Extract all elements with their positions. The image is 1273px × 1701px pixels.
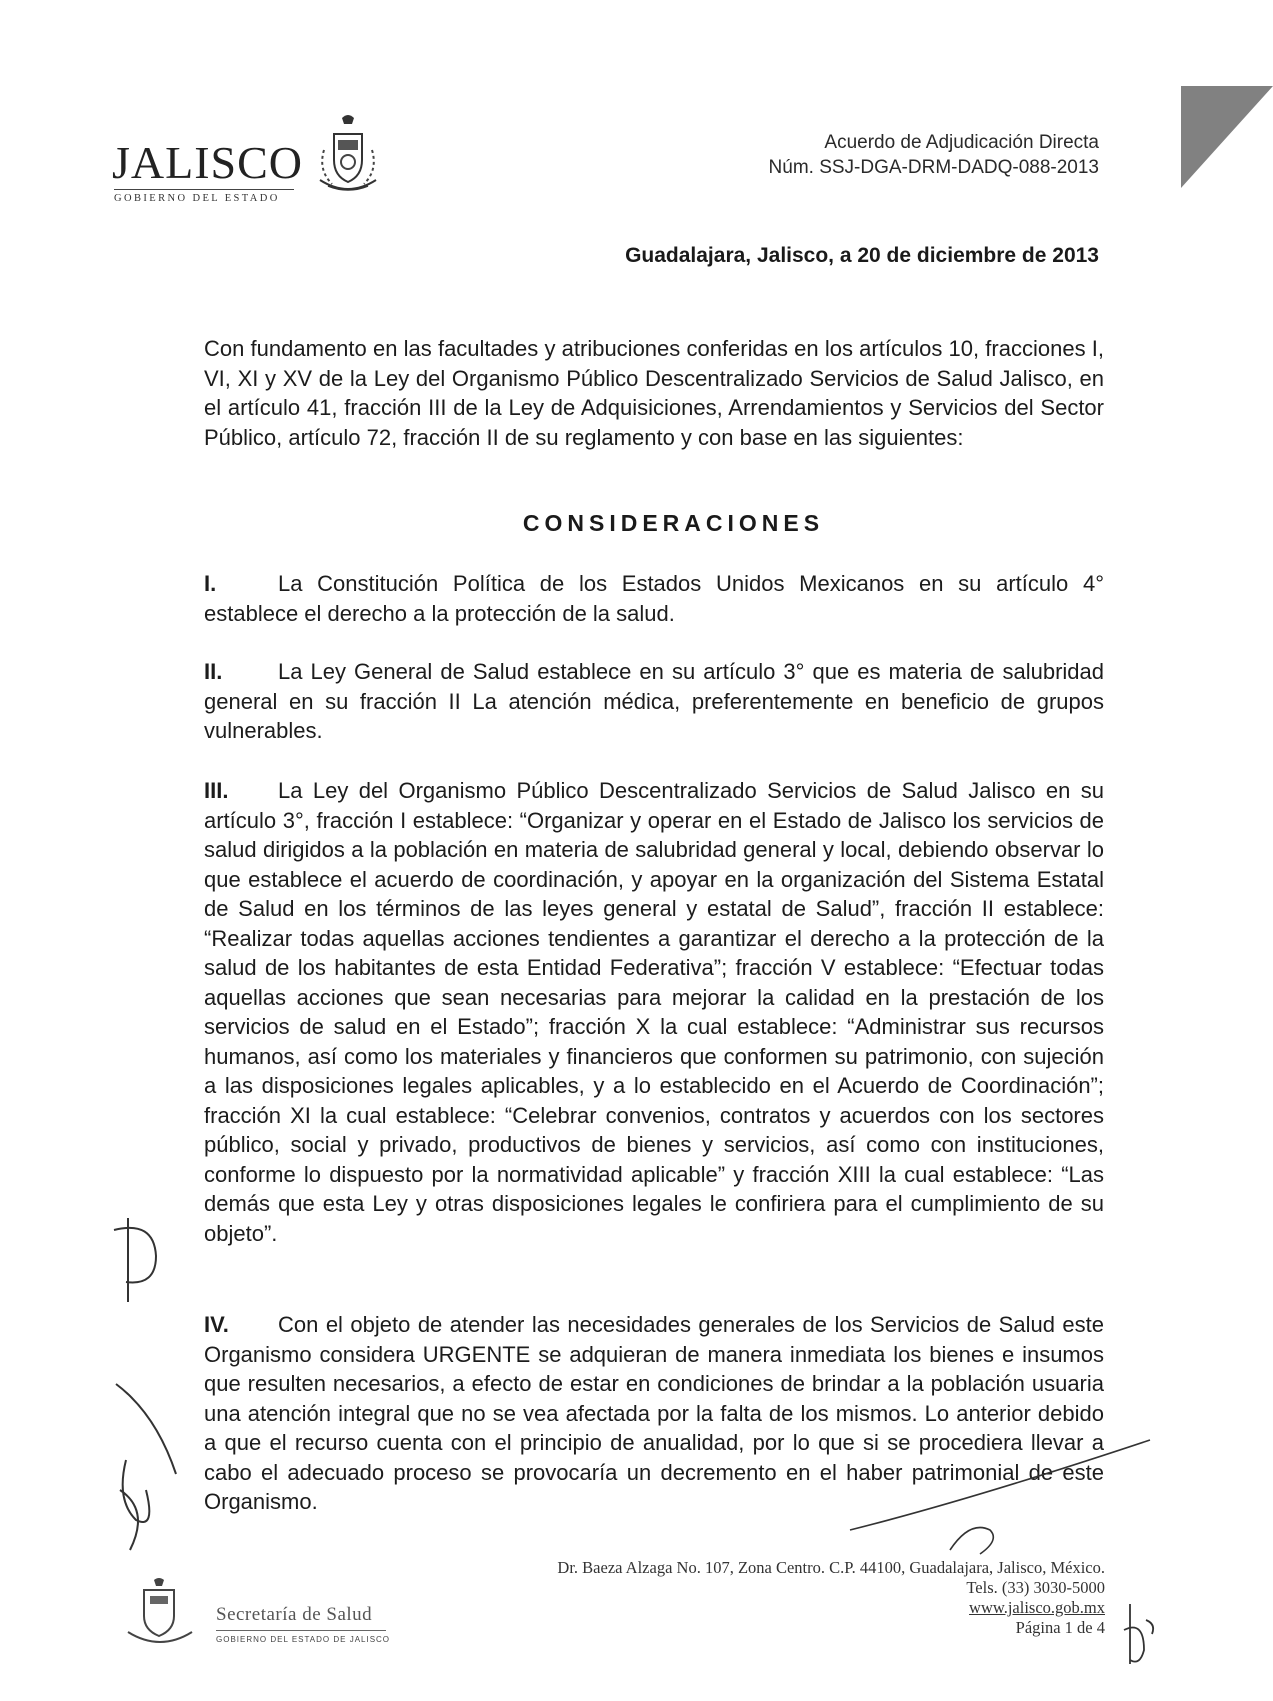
place-and-date: Guadalajara, Jalisco, a 20 de diciembre de 2013 <box>625 244 1099 267</box>
secretaria-de-salud-logo <box>120 1566 420 1666</box>
logo-title: JALISCO <box>112 137 304 188</box>
coat-of-arms-icon <box>308 110 388 200</box>
agreement-number: Núm. SSJ-DGA-DRM-DADQ-088-2013 <box>768 157 1099 178</box>
secretaria-name: Secretaría de Salud <box>216 1604 373 1625</box>
consideration-item <box>204 776 1104 1248</box>
item-number: IV. <box>204 1312 229 1337</box>
page-initial-signature <box>1116 1600 1166 1670</box>
item-text: La Constitución Política de los Estados Unidos Mexicanos en su artículo 4° establece el derecho a la protección de la salud. <box>204 571 1104 626</box>
footer-phone: Tels. (33) 3030-5000 <box>966 1578 1105 1597</box>
jalisco-logo <box>112 110 402 210</box>
footer-signature-stroke <box>840 1430 1170 1560</box>
item-text: La Ley del Organismo Público Descentralizado Servicios de Salud Jalisco en su artículo 3°, fracción I establece: “Organizar y operar en el Estado de Jalisco los servicios de salud dirigidos a la población en materia de salubridad general y local, debiendo observar lo que establece el acuerdo de coordinación, y apoyar en la organización del Sistema Estatal de Salud en los términos de las leyes general y estatal de Salud”, fracción II establece: “Realizar todas aquellas acciones tendientes a garantizar el derecho a la protección de la salud de los habitantes de esta Entidad Federativa”; fracción V establece: “Efectuar todas aquellas acciones que sean necesarias para mejorar la calidad en la prestación de los servicios de salud en el Estado”; fracción X la cual establece: “Administrar sus recursos humanos, así como los materiales y financieros que conformen su patrimonio, con sujeción a las disposiciones legales aplicables, y a lo establecido en el Acuerdo de Coordinación”; fracción XI la cual establece: “Celebrar convenios, contratos y acuerdos con los sectores público, social y privado, productivos de bienes y servicios, así como con instituciones, conforme lo dispuesto por la normatividad aplicable” y fracción XIII la cual establece: “Las demás que esta Ley y otras disposiciones legales le confiriera para el cumplimiento de su objeto”. <box>204 778 1104 1246</box>
intro-paragraph: Con fundamento en las facultades y atribuciones conferidas en los artículos 10, fracciones I, VI, XI y XV de la Ley del Organismo Público Descentralizado Servicios de Salud Jalisco, en el artículo 41, fracción III de la Ley de Adquisiciones, Arrendamientos y Servicios del Sector Público, artículo 72, fracción II de su reglamento y con base en las siguientes: <box>204 336 1104 450</box>
footer-contact <box>557 1558 1105 1638</box>
item-text: La Ley General de Salud establece en su artículo 3° que es materia de salubridad general en su fracción II La atención médica, preferentemente en beneficio de grupos vulnerables. <box>204 659 1104 743</box>
footer-address-line: Dr. Baeza Alzaga No. 107, Zona Centro. C.P. 44100, Guadalajara, Jalisco, México. <box>557 1558 1105 1577</box>
secretaria-divider <box>216 1630 386 1631</box>
footer-website-link[interactable]: www.jalisco.gob.mx <box>969 1598 1105 1617</box>
margin-initial-signature <box>100 1210 180 1310</box>
scan-corner-mark <box>1181 86 1273 188</box>
margin-signature-scribble <box>96 1380 206 1560</box>
agreement-type: Acuerdo de Adjudicación Directa <box>824 132 1099 153</box>
agreement-reference <box>769 130 1099 180</box>
item-number: III. <box>204 778 229 803</box>
item-text: Con el objeto de atender las necesidades generales de los Servicios de Salud este Organismo considera URGENTE se adquieran de manera inmediata los bienes e insumos que resulten necesarios, a efecto de estar en condiciones de brindar a la población usuaria una atención integral que no se vea afectada por la falta de los mismos. Lo anterior debido a que el recurso cuenta con el principio de anualidad, por lo que si se procediera llevar a cabo el adecuado proceso se provocaría un decremento en el haber patrimonial de este Organismo. <box>204 1312 1104 1514</box>
logo-divider <box>114 189 294 190</box>
secretaria-subtitle: GOBIERNO DEL ESTADO DE JALISCO <box>216 1635 391 1644</box>
footer-coat-of-arms-icon <box>120 1576 200 1656</box>
page-number: Página 1 de 4 <box>1015 1618 1105 1637</box>
logo-subtitle: GOBIERNO DEL ESTADO <box>114 193 280 204</box>
consideration-item <box>204 657 1104 746</box>
item-number: II. <box>204 659 223 684</box>
item-number: I. <box>204 571 217 596</box>
consideration-item <box>204 569 1104 628</box>
section-title: CONSIDERACIONES <box>522 510 825 536</box>
